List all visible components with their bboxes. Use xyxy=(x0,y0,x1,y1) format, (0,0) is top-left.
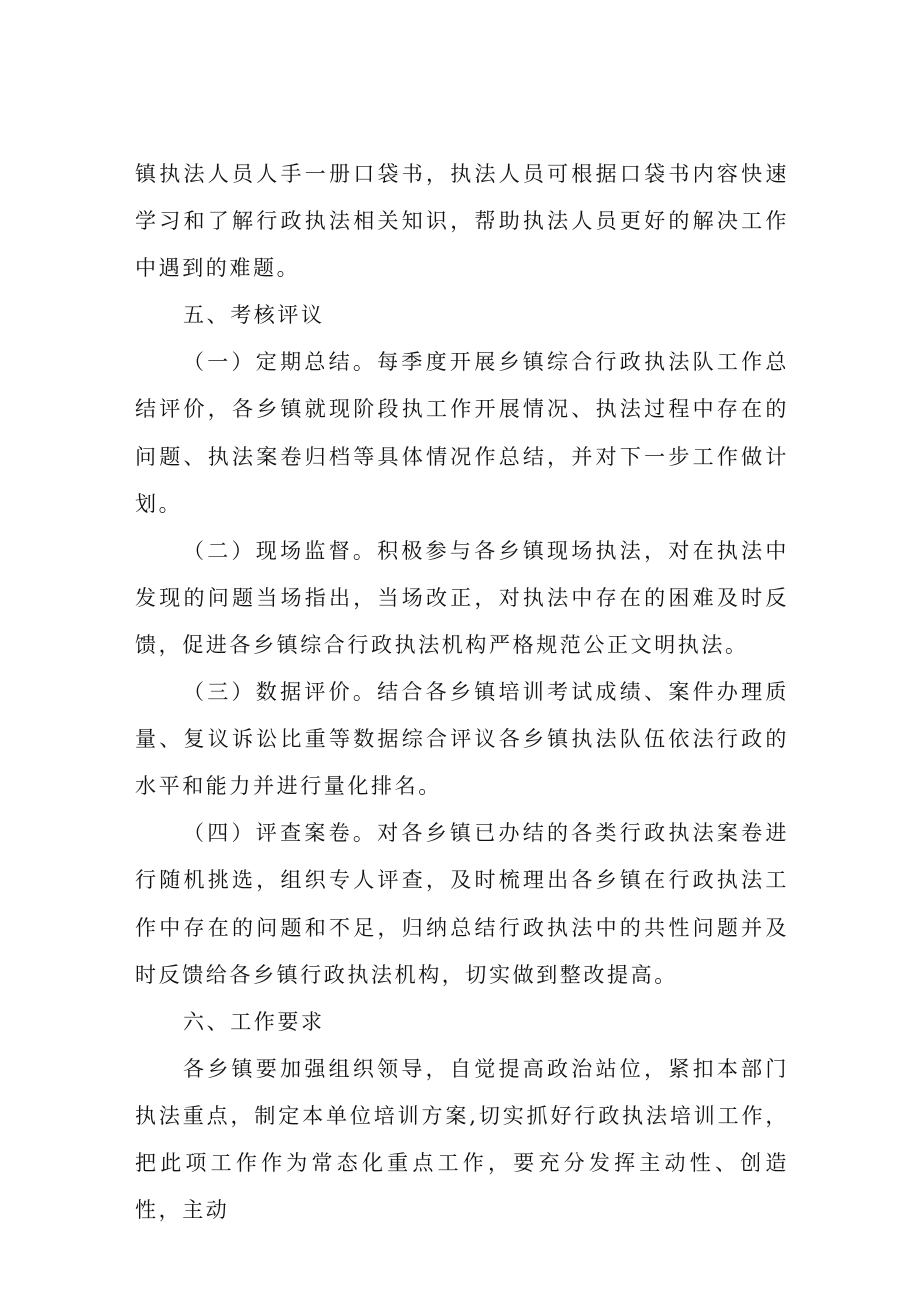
paragraph-requirements: 各乡镇要加强组织领导，自觉提高政治站位，紧扣本部门执法重点，制定本单位培训方案,切实抓好行政执法培训工作，把此项工作作为常态化重点工作，要充分发挥主动性、创造性，主动 xyxy=(135,1056,789,1223)
document-body xyxy=(135,151,789,1234)
paragraph-data-evaluation: （三）数据评价。结合各乡镇培训考试成绩、案件办理质量、复议诉讼比重等数据综合评议各乡镇执法队伍依法行政的水平和能力并进行量化排名。 xyxy=(135,680,789,799)
paragraph-case-review: （四）评查案卷。对各乡镇已办结的各类行政执法案卷进行随机挑选，组织专人评查，及时梳理出各乡镇在行政执法工作中存在的问题和不足，归纳总结行政执法中的共性问题并及时反馈给各乡镇行政执法机构，切实做到整改提高。 xyxy=(135,821,789,987)
section-heading-requirements: 六、工作要求 xyxy=(183,1009,325,1034)
section-heading-assessment: 五、考核评议 xyxy=(183,303,325,328)
paragraph-onsite-supervision: （二）现场监督。积极参与各乡镇现场执法，对在执法中发现的问题当场指出，当场改正，对执法中存在的困难及时反馈，促进各乡镇综合行政执法机构严格规范公正文明执法。 xyxy=(135,538,789,657)
paragraph-continued: 镇执法人员人手一册口袋书，执法人员可根据口袋书内容快速学习和了解行政执法相关知识，帮助执法人员更好的解决工作中遇到的难题。 xyxy=(135,162,789,281)
paragraph-regular-summary: （一）定期总结。每季度开展乡镇综合行政执法队工作总结评价，各乡镇就现阶段执工作开展情况、执法过程中存在的问题、执法案卷归档等具体情况作总结，并对下一步工作做计划。 xyxy=(135,350,789,516)
